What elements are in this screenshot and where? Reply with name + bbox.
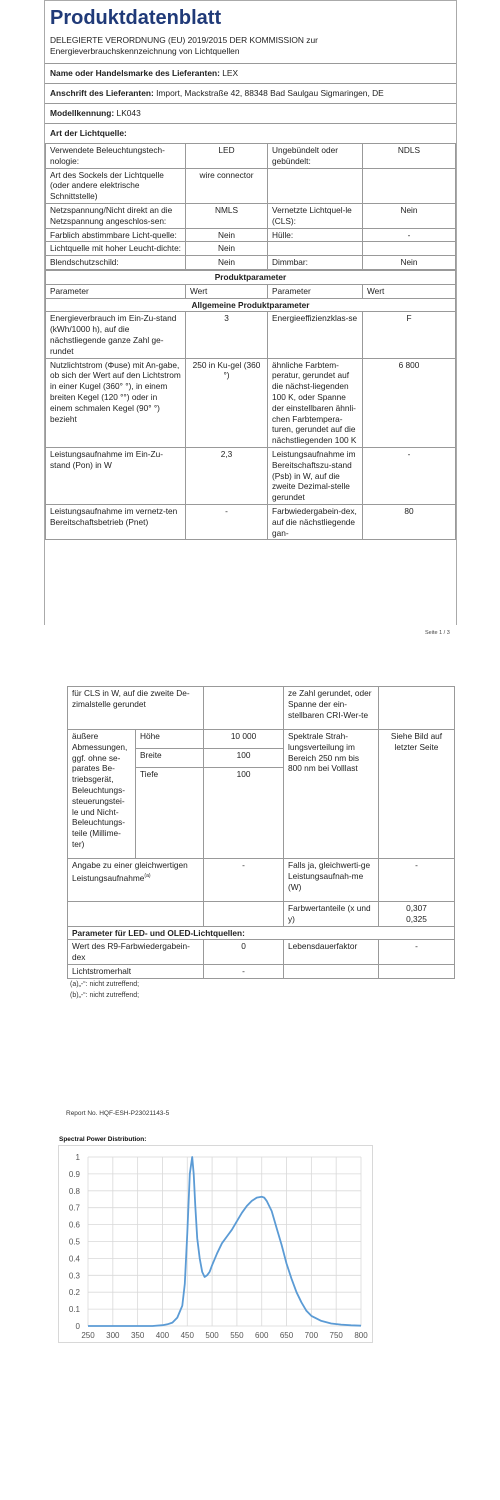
param-label: Leistungsaufnahme im Ein-Zu-stand (Pon) in W	[46, 447, 186, 504]
dim-value: 100	[204, 749, 284, 768]
param-row	[46, 504, 456, 539]
type-row	[46, 203, 456, 228]
chromaticity-label: Farbwertanteile (x und y)	[284, 902, 379, 927]
flux-maintenance-value: -	[204, 964, 284, 978]
equiv-right-label: Falls ja, gleichwerti-ge Leistungsaufnah-me (W)	[284, 859, 379, 902]
type-row	[46, 144, 456, 169]
supplier-address-row: Anschrift des Lieferanten: Import, Mackstraße 42, 88348 Bad Saulgau Sigmaringen, DE	[45, 83, 456, 103]
product-params-table	[45, 270, 456, 540]
param-label: Ungebündelt oder gebündelt:	[268, 144, 363, 169]
regulation-text: DELEGIERTE VERORDNUNG (EU) 2019/2015 DER KOMMISSION zur Energieverbrauchskennzeichnung von Lichtquellen	[50, 35, 318, 56]
param-value: Nein	[186, 228, 268, 242]
param-value: Nein	[363, 203, 456, 228]
lifetime-factor-label: Lebensdauerfaktor	[284, 940, 379, 965]
param-label: Dimmbar:	[268, 256, 363, 270]
param-label: Netzspannung/Nicht direkt an die Netzspannung angeschlos-sen:	[46, 203, 186, 228]
light-source-type-heading: Art der Lichtquelle:	[45, 123, 456, 143]
param-label: Energieverbrauch im Ein-Zu-stand (kWh/1000 h), auf die nächstliegende ganze Zahl ge-rundet	[46, 312, 186, 358]
param-label: Energieeffizienzklas-se	[268, 312, 363, 358]
param-value: 2,3	[186, 447, 268, 504]
type-table	[45, 143, 456, 270]
type-row	[46, 168, 456, 203]
col-header-param: Parameter	[46, 284, 186, 298]
y-tick-label: 0.7	[68, 1203, 80, 1213]
x-tick-label: 650	[279, 1331, 294, 1340]
x-tick-label: 750	[329, 1331, 343, 1340]
param-value: -	[363, 228, 456, 242]
chart-frame	[59, 1146, 373, 1343]
chart-title: Spectral Power Distribution:	[59, 1136, 147, 1143]
col-header-param: Parameter	[268, 284, 363, 298]
continued-right-cell: ze Zahl gerundet, oder Spanne der ein-stellbaren CRI-Wer-te	[284, 687, 379, 730]
equiv-right-value: -	[379, 859, 455, 902]
param-row	[46, 358, 456, 447]
param-label	[268, 168, 363, 203]
dimensions-label: äußere Abmessungen, ggf. ohne se-parates Be-triebsgerät, Beleuchtungs-steuerungstei-le und Nicht-Beleuchtungs-teile (Millime-ter)	[68, 730, 136, 859]
param-label: Blendschutzschild:	[46, 256, 186, 270]
x-tick-label: 550	[230, 1331, 244, 1340]
param-value: -	[186, 504, 268, 539]
lifetime-factor-value: -	[379, 940, 455, 965]
chromaticity-value: 0,307 0,325	[379, 902, 455, 927]
y-tick-label: 0.4	[68, 1254, 80, 1264]
param-value	[363, 242, 456, 256]
x-tick-label: 800	[354, 1331, 368, 1340]
y-tick-label: 1	[75, 1153, 80, 1162]
y-tick-label: 0.5	[68, 1237, 80, 1247]
spectral-power-chart	[58, 1145, 373, 1343]
y-tick-label: 0.9	[68, 1169, 80, 1179]
type-row	[46, 228, 456, 242]
page-number: Seite 1 / 3	[425, 630, 450, 636]
param-label: Art des Sockels der Lichtquelle (oder andere elektrische Schnittstelle)	[46, 168, 186, 203]
y-tick-label: 0.2	[68, 1288, 80, 1298]
param-value: 6 800	[363, 358, 456, 447]
page2-table	[67, 686, 455, 979]
r9-label: Wert des R9-Farbwiedergabein-dex	[68, 940, 204, 965]
dim-value: 10 000	[204, 730, 284, 749]
param-value: LED	[186, 144, 268, 169]
param-label: Leistungsaufnahme im Bereitschaftszu-stand (Psb) in W, auf die zweite Dezimal-stelle gerundet	[268, 447, 363, 504]
continued-left-cell: für CLS in W, auf die zweite De-zimalstelle gerundet	[68, 687, 204, 730]
dim-name: Breite	[136, 749, 204, 768]
param-row	[46, 447, 456, 504]
param-value: 80	[363, 504, 456, 539]
param-value: -	[363, 447, 456, 504]
col-header-value: Wert	[363, 284, 456, 298]
param-label: Verwendete Beleuchtungstech-nologie:	[46, 144, 186, 169]
model-id-row: Modellkennung: LK043	[45, 103, 456, 123]
spectral-value: Siehe Bild auf letzter Seite	[379, 730, 455, 859]
footnote-b: (b)„-“: nicht zutreffend;	[70, 991, 140, 999]
report-number: Report No. HQF-ESH-P23021143-5	[66, 1110, 170, 1117]
datasheet-page-1	[44, 0, 457, 625]
dim-name: Höhe	[136, 730, 204, 749]
footnote-a: (a)„-“: nicht zutreffend;	[70, 980, 140, 988]
param-label: Lichtquelle mit hoher Leucht-dichte:	[46, 242, 186, 256]
type-row	[46, 242, 456, 256]
equiv-power-label: Angabe zu einer gleichwertigen Leistungsaufnahme$^{(a)}$	[68, 859, 204, 902]
y-tick-label: 0.3	[68, 1271, 80, 1281]
col-header-value: Wert	[186, 284, 268, 298]
param-value: Nein	[363, 256, 456, 270]
param-value	[363, 168, 456, 203]
param-label: Farblich abstimmbare Licht-quelle:	[46, 228, 186, 242]
param-value: F	[363, 312, 456, 358]
param-label: Leistungsaufnahme im vernetz-ten Bereitschaftsbetrieb (Pnet)	[46, 504, 186, 539]
y-tick-label: 0.1	[68, 1305, 80, 1315]
param-value: NDLS	[363, 144, 456, 169]
supplier-name-row: Name oder Handelsmarke des Lieferanten: LEX	[45, 63, 456, 83]
param-label: Nutzlichtstrom (Φuse) mit An-gabe, ob sich der Wert auf den Lichtstrom in einer Kugel (360° °), in einem breiten Kegel (120 °°) oder in einem schmalen Kegel (90° °) bezieht	[46, 358, 186, 447]
x-tick-label: 450	[180, 1331, 194, 1340]
datasheet-page-2	[67, 686, 455, 1001]
x-tick-label: 700	[304, 1331, 319, 1340]
flux-maintenance-label: Lichtstromerhalt	[68, 964, 204, 978]
x-tick-label: 300	[106, 1331, 120, 1340]
x-tick-label: 400	[155, 1331, 170, 1340]
param-value: Nein	[186, 242, 268, 256]
type-row	[46, 256, 456, 270]
param-value: wire connector	[186, 168, 268, 203]
r9-value: 0	[204, 940, 284, 965]
x-tick-label: 500	[205, 1331, 219, 1340]
param-value: 250 in Ku-gel (360 °)	[186, 358, 268, 447]
param-value: Nein	[186, 256, 268, 270]
param-label: Farbwiedergabein-dex, auf die nächstliegende gan-	[268, 504, 363, 539]
y-tick-label: 0.8	[68, 1186, 80, 1196]
param-value: NMLS	[186, 203, 268, 228]
spectral-label: Spektrale Strah-lungsverteilung im Bereich 250 nm bis 800 nm bei Volllast	[284, 730, 379, 859]
product-params-heading: Produktparameter	[46, 270, 456, 284]
dim-name: Tiefe	[136, 768, 204, 859]
param-label	[268, 242, 363, 256]
document-title: Produktdatenblatt	[50, 7, 222, 29]
dim-value: 100	[204, 768, 284, 859]
led-params-heading: Parameter für LED- und OLED-Lichtquellen:	[68, 926, 455, 940]
general-params-heading: Allgemeine Produktparameter	[46, 298, 456, 312]
param-value: 3	[186, 312, 268, 358]
param-row	[46, 312, 456, 358]
param-label: Vernetzte Lichtquel-le (CLS):	[268, 203, 363, 228]
param-label: Hülle:	[268, 228, 363, 242]
x-tick-label: 600	[255, 1331, 269, 1340]
y-tick-label: 0.6	[68, 1220, 80, 1230]
param-label: ähnliche Farbtem-peratur, gerundet auf die nächst-liegenden 100 K, oder Spanne der einstellbaren ähnli-chen Farbtempera-turen, gerundet auf die nächstliegenden 100 K	[268, 358, 363, 447]
equiv-power-value: -	[204, 859, 284, 902]
x-tick-label: 250	[81, 1331, 95, 1340]
y-tick-label: 0	[75, 1322, 80, 1331]
x-tick-label: 350	[130, 1331, 145, 1340]
